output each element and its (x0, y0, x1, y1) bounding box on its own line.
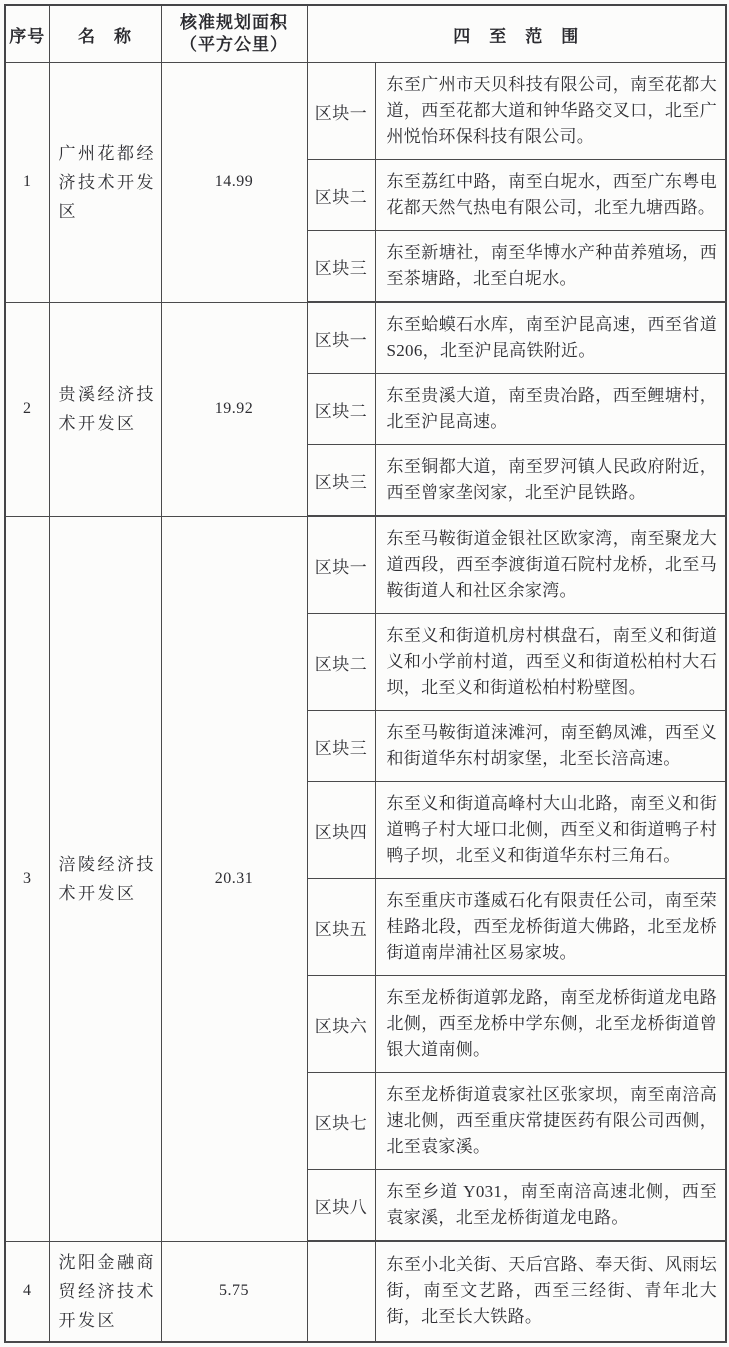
table-row (5, 63, 726, 160)
block-label: 区块八 (307, 1170, 375, 1242)
zone-area: 5.75 (161, 1241, 307, 1342)
block-description: 东至铜都大道，南至罗河镇人民政府附近，西至曾家垄闵家，北至沪昆铁路。 (375, 445, 726, 517)
block-description: 东至马鞍街道金银社区欧家湾，南至聚龙大道西段，西至李渡街道石院村龙桥，北至马鞍街道人和社区余家湾。 (375, 516, 726, 614)
block-description: 东至乡道 Y031，南至南涪高速北侧，西至袁家溪，北至龙桥街道龙电路。 (375, 1170, 726, 1242)
block-label: 区块四 (307, 782, 375, 879)
block-description: 东至荔红中路，南至白坭水，西至广东粤电花都天然气热电有限公司，北至九塘西路。 (375, 160, 726, 231)
zone-name: 涪陵经济技术开发区 (49, 516, 161, 1241)
block-description: 东至广州市天贝科技有限公司，南至花都大道，西至花都大道和钟华路交叉口，北至广州悦怡环保科技有限公司。 (375, 63, 726, 160)
table-row (5, 1241, 726, 1342)
header-col-area (161, 5, 307, 63)
block-label: 区块三 (307, 711, 375, 782)
block-description: 东至龙桥街道袁家社区张家坝，南至南涪高速北侧，西至重庆常捷医药有限公司西侧，北至袁家溪。 (375, 1073, 726, 1170)
block-description: 东至义和街道高峰村大山北路，南至义和街道鸭子村大垭口北侧，西至义和街道鸭子村鸭子坝，北至义和街道华东村三角石。 (375, 782, 726, 879)
table-row (5, 516, 726, 614)
block-label (307, 1241, 375, 1342)
header-row (5, 5, 726, 63)
block-description: 东至龙桥街道郭龙路，南至龙桥街道龙电路北侧，西至龙桥中学东侧，北至龙桥街道曾银大道南侧。 (375, 976, 726, 1073)
block-label: 区块七 (307, 1073, 375, 1170)
row-number: 2 (5, 302, 49, 516)
block-label: 区块二 (307, 160, 375, 231)
block-label: 区块二 (307, 614, 375, 711)
header-col-no: 序号 (5, 5, 49, 63)
block-label: 区块三 (307, 445, 375, 517)
row-number: 3 (5, 516, 49, 1241)
zone-area: 19.92 (161, 302, 307, 516)
header-col-scope: 四 至 范 围 (307, 5, 726, 63)
header-area-line2: （平方公里） (180, 35, 288, 54)
block-label: 区块一 (307, 516, 375, 614)
block-label: 区块一 (307, 302, 375, 374)
zone-area: 14.99 (161, 63, 307, 303)
zone-name: 贵溪经济技术开发区 (49, 302, 161, 516)
block-label: 区块五 (307, 879, 375, 976)
header-col-name: 名 称 (49, 5, 161, 63)
zone-name: 沈阳金融商贸经济技术开发区 (49, 1241, 161, 1342)
zone-area: 20.31 (161, 516, 307, 1241)
table-body (5, 63, 726, 1342)
header-area-line1: 核准规划面积 (180, 13, 288, 32)
block-description: 东至小北关街、天后宫路、奉天街、风雨坛街，南至文艺路，西至三经街、青年北大街，北至长大铁路。 (375, 1241, 726, 1342)
block-label: 区块三 (307, 231, 375, 303)
development-zones-table (4, 4, 727, 1343)
block-label: 区块二 (307, 374, 375, 445)
block-description: 东至贵溪大道，南至贵冶路，西至鲤塘村，北至沪昆高速。 (375, 374, 726, 445)
block-label: 区块一 (307, 63, 375, 160)
block-description: 东至蛤蟆石水库，南至沪昆高速，西至省道S206，北至沪昆高铁附近。 (375, 302, 726, 374)
block-label: 区块六 (307, 976, 375, 1073)
block-description: 东至新塘社，南至华博水产种苗养殖场，西至茶塘路，北至白坭水。 (375, 231, 726, 303)
block-description: 东至义和街道机房村棋盘石，南至义和街道义和小学前村道，西至义和街道松柏村大石坝，北至义和街道松柏村粉壁图。 (375, 614, 726, 711)
table-row (5, 302, 726, 374)
zone-name: 广州花都经济技术开发区 (49, 63, 161, 303)
table-header (5, 5, 726, 63)
row-number: 4 (5, 1241, 49, 1342)
block-description: 东至马鞍街道涞滩河，南至鹤凤滩，西至义和街道华东村胡家堡，北至长涪高速。 (375, 711, 726, 782)
row-number: 1 (5, 63, 49, 303)
block-description: 东至重庆市蓬威石化有限责任公司，南至荣桂路北段，西至龙桥街道大佛路，北至龙桥街道南岸浦社区易家坡。 (375, 879, 726, 976)
